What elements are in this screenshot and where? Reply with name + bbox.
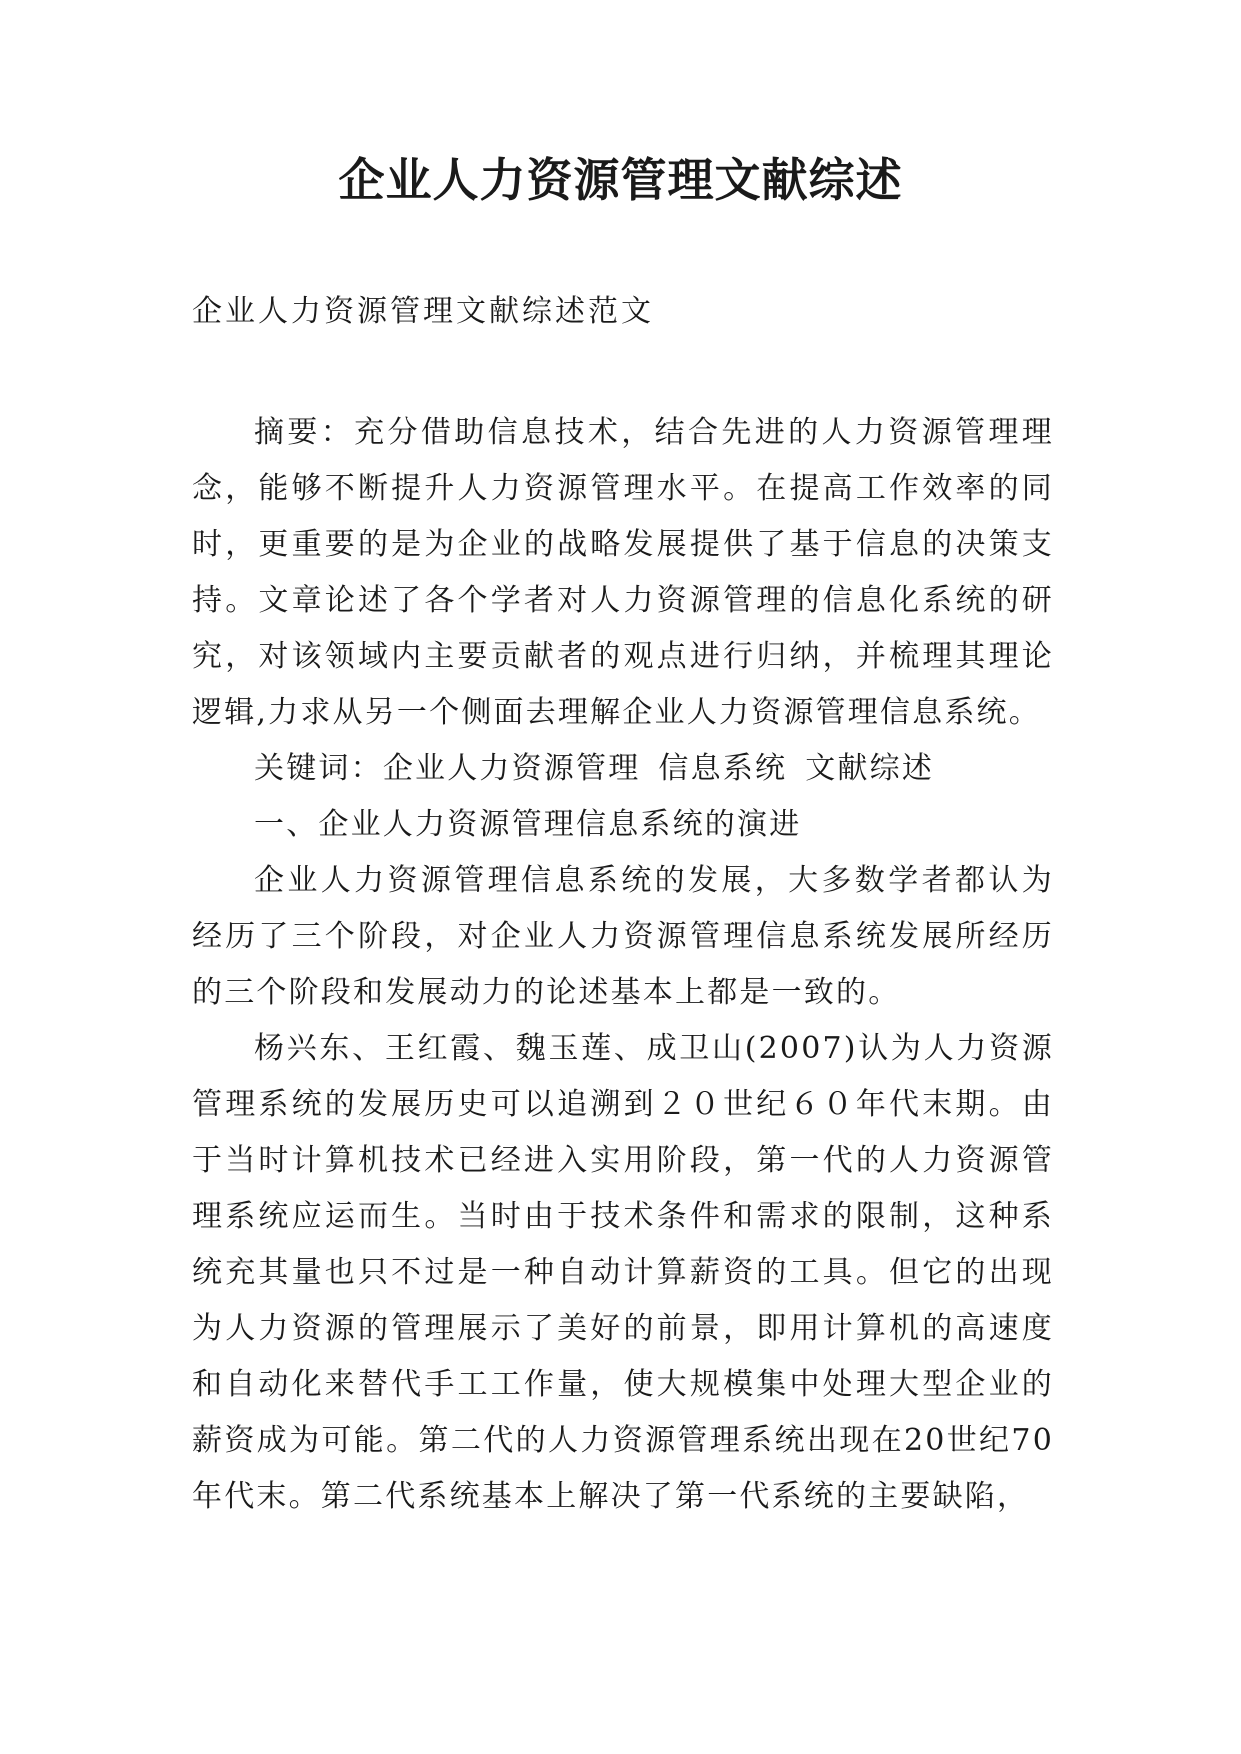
section-heading: 一、企业人力资源管理信息系统的演进: [254, 807, 802, 842]
abstract-paragraph: 摘要：充分借助信息技术，结合先进的人力资源管理理念，能够不断提升人力资源管理水平。在提高工作效率的同时，更重要的是为企业的战略发展提供了基于信息的决策支持。文章论述了各个学者对人力资源管理的信息化系统的研究，对该领域内主要贡献者的观点进行归纳，并梳理其理论逻辑,力求从另一个侧面去理解企业人力资源管理信息系统。: [192, 415, 1054, 730]
body-paragraph: 企业人力资源管理信息系统的发展，大多数学者都认为经历了三个阶段，对企业人力资源管理信息系统发展所经历的三个阶段和发展动力的论述基本上都是一致的。: [192, 863, 1054, 1010]
keyword: 企业人力资源管理: [382, 751, 641, 786]
keywords-label: 关键词：: [254, 751, 383, 786]
keyword: 信息系统: [658, 751, 788, 786]
document-title: 企业人力资源管理文献综述: [338, 153, 903, 207]
keywords-line: [192, 741, 1054, 797]
document-subtitle: 企业人力资源管理文献综述范文: [192, 294, 654, 329]
body-paragraph: 杨兴东、王红霞、魏玉莲、成卫山(2007)认为人力资源管理系统的发展历史可以追溯到２０世纪６０年代末期。由于当时计算机技术已经进入实用阶段，第一代的人力资源管理系统应运而生。当时由于技术条件和需求的限制，这种系统充其量也只不过是一种自动计算薪资的工具。但它的出现为人力资源的管理展示了美好的前景，即用计算机的高速度和自动化来替代手工工作量，使大规模集中处理大型企业的薪资成为可能。第二代的人力资源管理系统出现在20世纪70年代末。第二代系统基本上解决了第一代系统的主要缺陷，: [192, 1031, 1054, 1514]
keyword: 文献综述: [805, 751, 935, 786]
document-body: [192, 405, 1054, 1525]
